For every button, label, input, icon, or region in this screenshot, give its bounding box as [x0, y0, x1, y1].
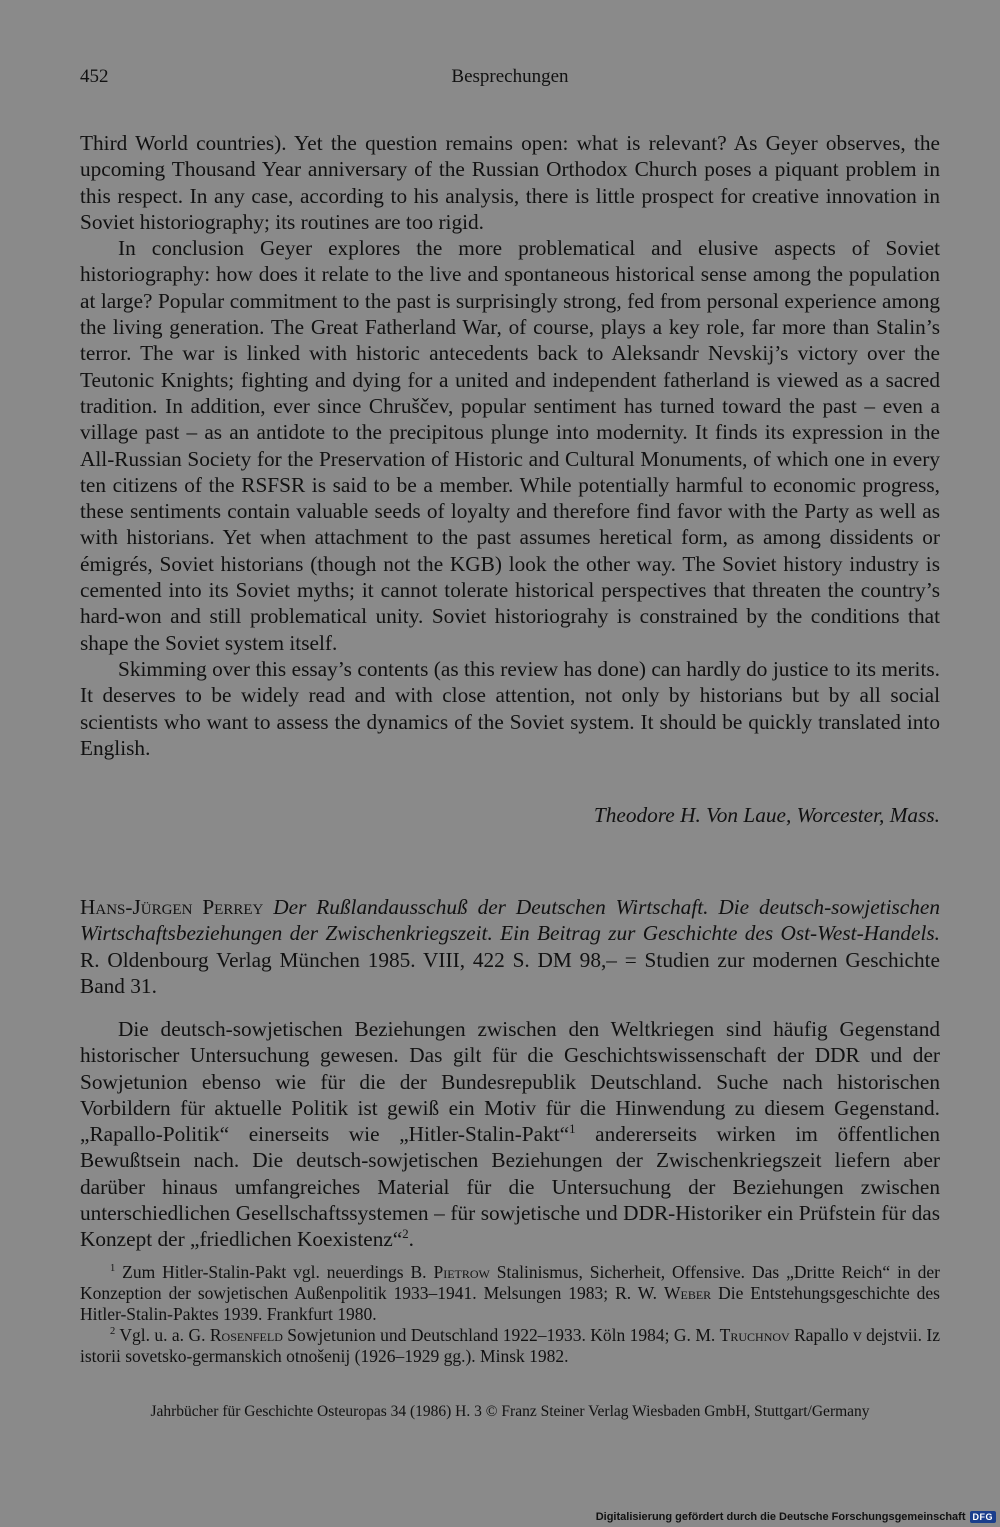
footnote-1: [80, 1262, 940, 1325]
review1-paragraph-1: Third World countries). Yet the question remains open: what is relevant? As Geyer observes, the upcoming Thousand Year anniversary of the Russian Orthodox Church poses a piquant problem in this respect. In any case, according to his analysis, there is little prospect for creative innovation in Soviet historiography; its routines are too rigid.: [80, 131, 940, 234]
review2-text-b: andererseits wirken im öffentlichen Bewußtsein nach. Die deutsch-sowjetischen Beziehungen der Zwischenkriegszeit liefern aber darüber hinaus umfangreiches Material für die Untersuchung der Beziehungen zwischen unterschiedlichen Gesellschaftssystemen – für sowjetische und DDR-Historiker ein Prüfstein für das Konzept der „friedlichen Koexistenz“: [80, 1122, 941, 1252]
footnote-2-author-1: Rosenfeld: [209, 1325, 283, 1345]
journal-footer: Jahrbücher für Geschichte Osteuropas 34 (1986) H. 3 © Franz Steiner Verlag Wiesbaden GmbH, Stuttgart/Germany: [150, 1403, 870, 1420]
page-number: 452: [80, 66, 109, 87]
footnote-2-text-b: Sowjetunion und Deutschland 1922–1933. Köln 1984; G. M.: [282, 1325, 720, 1345]
footnote-2-text-a: Vgl. u. a. G.: [115, 1325, 210, 1345]
review1-paragraph-2: In conclusion Geyer explores the more problematical and elusive aspects of Soviet historiography: how does it relate to the live and spontaneous historical sense among the population at large? Popular commitment to the past is surprisingly strong, fed from personal experience among the living generation. The Great Fatherland War, of course, plays a key role, far more than Stalin’s terror. The war is linked with historic antecedents back to Aleksandr Nevskij’s victory over the Teutonic Knights; fighting and dying for a united and independent fatherland is viewed as a sacred tradition. In addition, ever since Chruščev, popular sentiment has turned toward the past – even a village past – as an antidote to the precipitous plunge into modernity. It finds its expression in the All-Russian Society for the Preservation of Historic and Cultural Monuments, of which one in every ten citizens of the RSFSR is said to be a member. While potentially harmful to economic progress, these sentiments contain valuable seeds of loyalty and therefore find favor with the Party as well as with historians. Yet when attachment to the past assumes heretical form, as among dissidents or émigrés, Soviet historians (though not the KGB) look the other way. The Soviet history industry is cemented into its Soviet myths; it cannot tolerate historical perspectives that threaten the country’s hard-won and still problematical unity. Soviet historiograhy is constrained by the conditions that shape the Soviet system itself.: [80, 236, 940, 655]
reviewer-signature: Theodore H. Von Laue, Worcester, Mass.: [593, 803, 940, 827]
footnote-1-text-b: Stalinismus, Sicherheit, Offensive. Das „Dritte Reich“ in der Konzeption der sowjetischen Außenpolitik 1933–1941. Melsungen 1983; R. W.: [80, 1262, 940, 1303]
dfg-logo-icon: DFG: [970, 1511, 997, 1523]
footnote-ref-1: 1: [569, 1122, 576, 1137]
review1-paragraph-3: Skimming over this essay’s contents (as this review has done) can hardly do justice to its merits. It deserves to be widely read and with close attention, not only by historians but by all social scientists who want to assess the dynamics of the Soviet system. It should be quickly translated into English.: [80, 656, 940, 760]
footnote-2-text-c: Rapallo v dejstvii. Iz istorii sovetsko-germanskich otnošenij (1926–1929 gg.). Minsk 1982.: [80, 1325, 940, 1366]
running-title: Besprechungen: [451, 66, 569, 87]
digitization-notice: [596, 1511, 996, 1523]
review2-title: Der Rußlandausschuß der Deutschen Wirtschaft. Die deutsch-sowjetischen Wirtschaftsbeziehungen der Zwischenkriegszeit. Ein Beitrag zur Geschichte des Ost-West-Handels.: [80, 895, 940, 946]
review2-text-c: .: [408, 1227, 414, 1252]
digitization-text: Digitalisierung gefördert durch die Deutsche Forschungsgemeinschaft: [595, 1511, 966, 1523]
footnote-1-text-a: Zum Hitler-Stalin-Pakt vgl. neuerdings B.: [115, 1262, 434, 1282]
review2-body: [80, 1016, 940, 1253]
footnote-1-author-1: Pietrow: [433, 1262, 490, 1282]
footnote-2-author-2: Truchnov: [719, 1325, 790, 1345]
review2-heading: [80, 894, 940, 999]
page-header: [80, 66, 940, 96]
footnote-1-author-2: Weber: [663, 1283, 712, 1303]
review2-text-a: Die deutsch-sowjetischen Beziehungen zwischen den Weltkriegen sind häufig Gegenstand historischer Untersuchung gewesen. Das gilt für die Geschichtswissenschaft der DDR und der Sowjetunion ebenso wie für die der Bundesrepublik Deutschland. Suche nach historischen Vorbildern für aktuelle Politik ist gewiß ein Motiv für die Hinwendung zu diesem Gegenstand. „Rapallo-Politik“ einerseits wie „Hitler-Stalin-Pakt“: [80, 1017, 940, 1147]
review2-author: Hans-Jürgen Perrey: [80, 895, 264, 919]
review1-body: [80, 130, 940, 761]
review2-publication: R. Oldenbourg Verlag München 1985. VIII, 422 S. DM 98,– = Studien zur modernen Geschichte Band 31.: [80, 947, 940, 998]
footnote-2: [80, 1325, 940, 1367]
footnote-1-number: 1: [110, 1263, 116, 1275]
footnotes: [80, 1262, 940, 1367]
footnote-2-number: 2: [110, 1326, 116, 1338]
review2-paragraph-1: [80, 1016, 940, 1253]
footnote-ref-2: 2: [402, 1227, 409, 1242]
footnote-1-text-c: Die Entstehungsgeschichte des Hitler-Stalin-Paktes 1939. Frankfurt 1980.: [80, 1283, 940, 1324]
